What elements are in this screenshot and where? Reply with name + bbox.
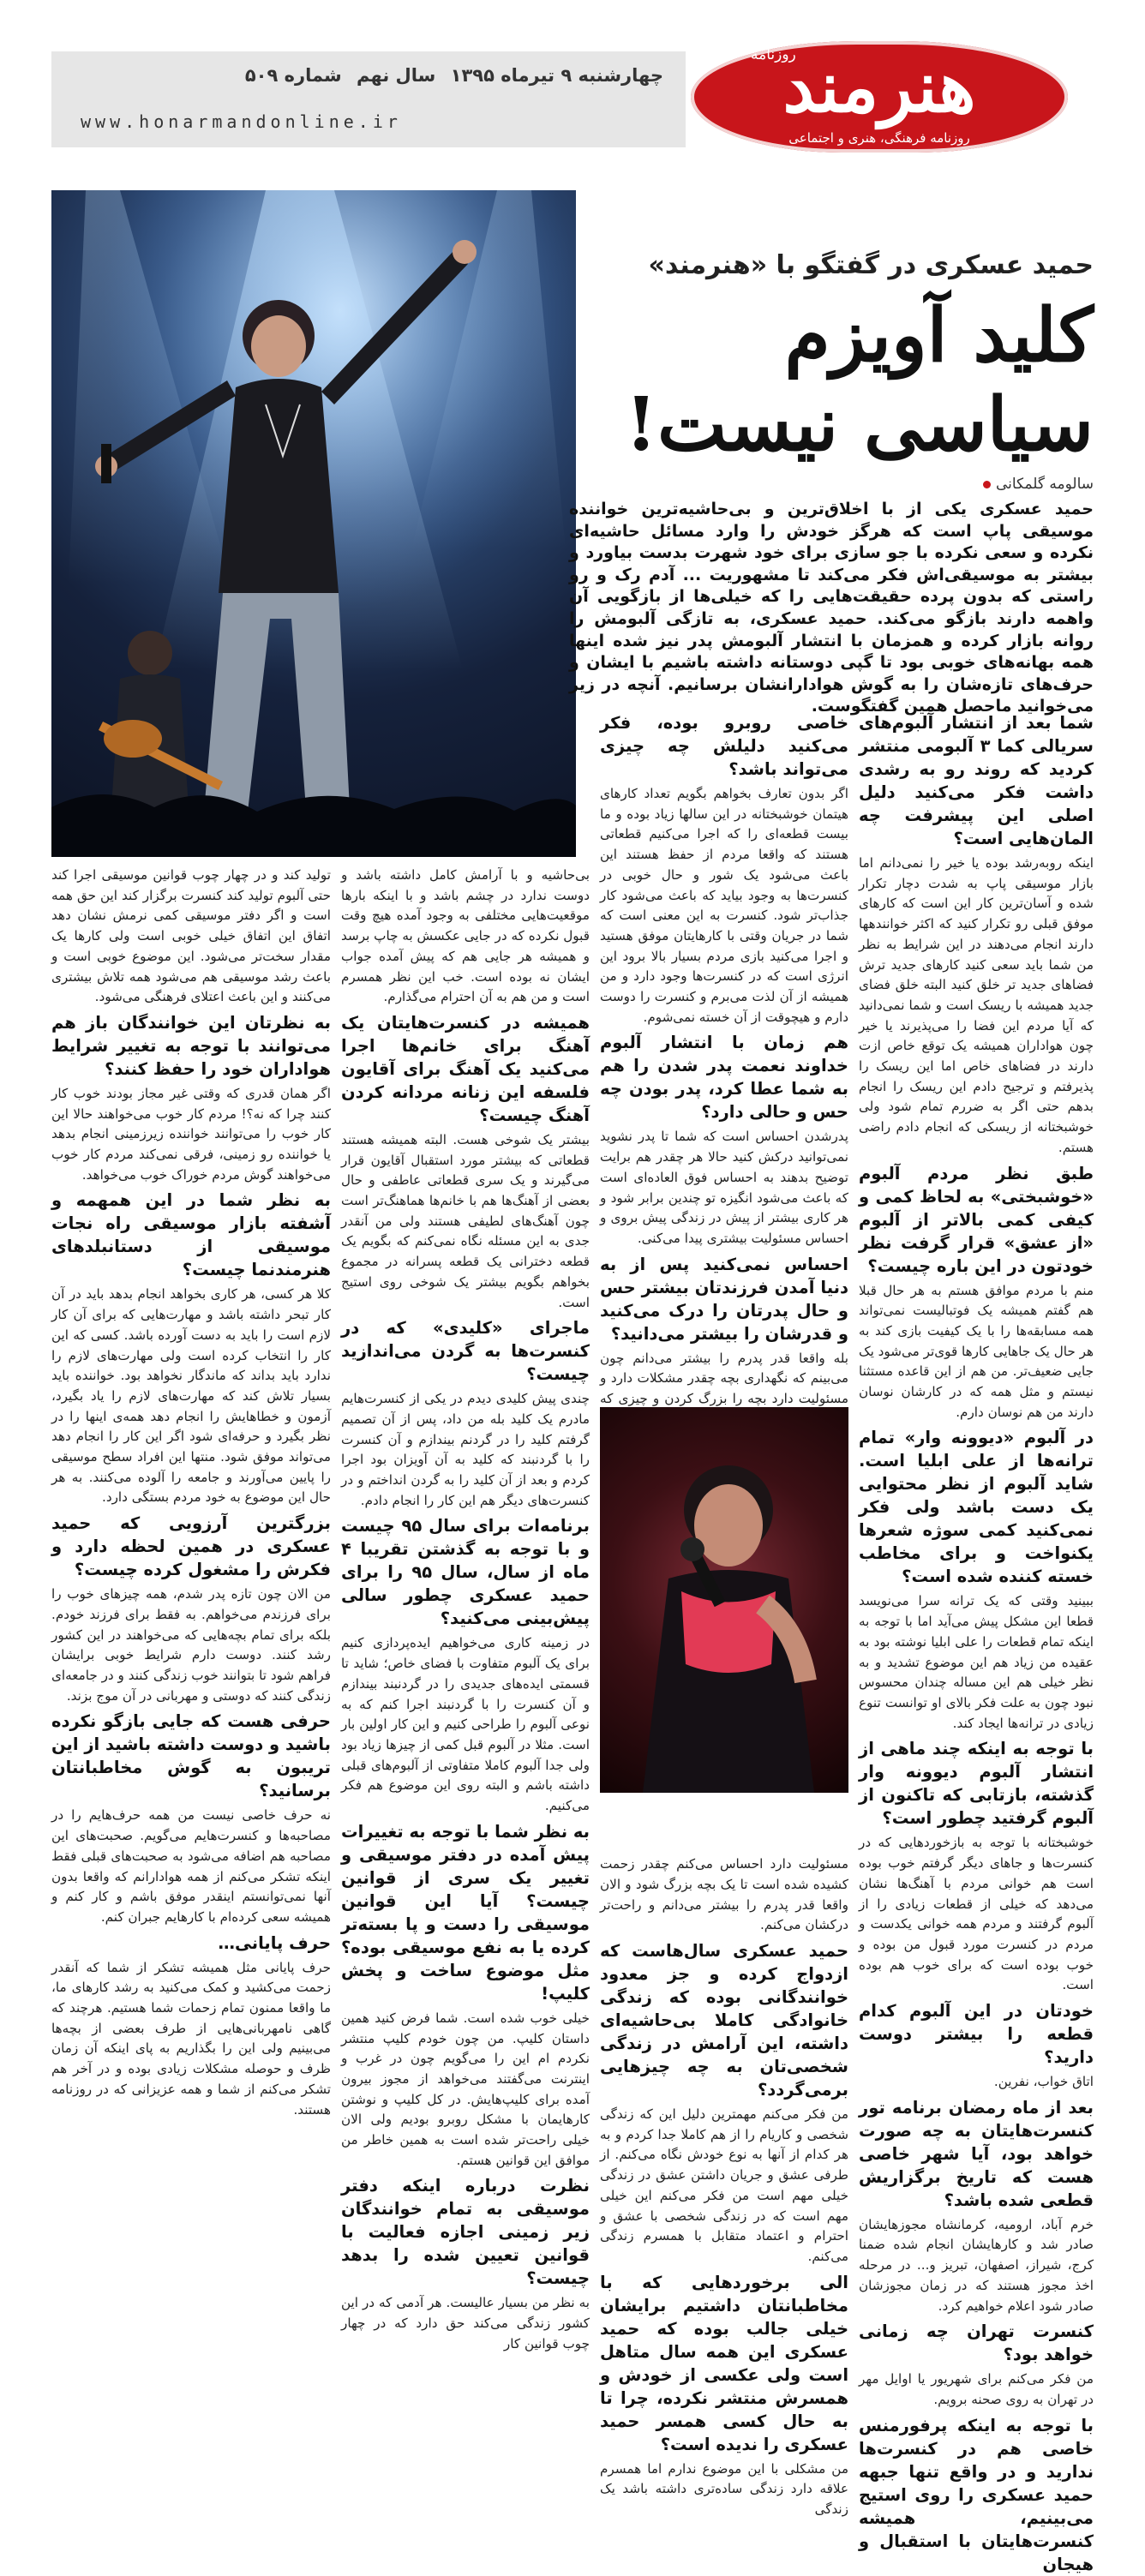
interview-answer: بیشتر یک شوخی هست. البته همیشه هستند قطعاتی که بیشتر مورد استقبال آقایون قرار می‌گیرند و یک سری قطعاتی عاطفی و حال بعضی از آهنگ‌ها هم با خانم‌ها هماهنگ‌تر است چون آهنگ‌های لطیفی هستند ولی من آنقدر جدی به این مسئله نگاه نمی‌کنم که بگویم یک قطعه دخترانی یک قطعه پسرانه در مجموع بخواهم بگویم بیشتر یک شوخی روی استیج است. — [341, 1131, 590, 1310]
interview-answer: اتاق خواب، نفرین. — [993, 2074, 1094, 2090]
interview-question: ماجرای «کلیدی» که در کنسرت‌ها به گردن می‌اندازید چیست؟ — [341, 1318, 590, 1385]
interview-question: به نظرتان این خوانندگان باز هم می‌توانند با توجه به تغییر شرایط هواداران خود را حفظ کنند؟ — [51, 1012, 331, 1079]
interview-question: طبق نظر مردم آلبوم «خوشبختی» به لحاظ کمی و کیفی کمی بالاتر از آلبوم «از عشق» قرار گرفت نظر خودتون در این باره چیست؟ — [859, 1163, 1094, 1276]
article-byline: سالومه گلمکانی — [983, 476, 1094, 493]
body-column-1 — [859, 708, 1094, 2574]
interview-question: هم زمان با انتشار آلبوم خداوند نعمت پدر شدن را هم به شما عطا کرد، پدر بودن چه حس و حالی دارد؟ — [600, 1033, 848, 1123]
interview-question: حمید عسکری سال‌هاست که ازدواج کرده و جز معدود خوانندگانی بوده که زندگی خانوادگی کاملا بی‌حاشیه‌ای داشته، این آرامش در زندگی شخصی‌تان به چه چیزهایی برمی‌گردد؟ — [600, 1940, 848, 2100]
interview-answer: ببینید وقتی که یک ترانه سرا می‌نویسد قطعا این مشکل پیش می‌آید اما با توجه به اینکه تمام قطعات را علی ابلیا نوشته بود به عقیده من زیاد هم این موضوع تشدید و به نظر خیلی هم این مساله چندان محسوس نبود چون به علت فکر بالای او توانست تنوع زیادی در ترانه‌ها ایجاد کند. — [859, 1593, 1094, 1731]
interview-question: بزرگترین آرزویی که حمید عسکری در همین لحظه دارد و فکرش را مشغول کرده چیست؟ — [51, 1513, 331, 1580]
interview-answer: اگر همان قدری که وقتی غیر مجاز بودند خوب کار کنند چرا که نه؟! مردم کار خوب می‌خواهند حالا این کار خوب را می‌توانند خواننده زیرزمینی انجام بدهد یا خواننده رو زمینی، فرقی نمی‌کند مردم کار خوب می‌خواهند گوش مردم خوراک خوب می‌خواهد. — [51, 1085, 331, 1183]
interview-answer: پدرشدن احساس است که شما تا پدر نشوید نمی‌توانید درکش کنید حالا هر چقدر هم برایت توضیح بدهند به احساس فوق العاده‌ای است که باعث می‌شود انگیزه تو چندین برابر شود و هر کاری بیشتر از پیش در زندگی پیش بروی و احساس مسئولیت بیشتری پیدا می‌کنی. — [600, 1129, 848, 1246]
interview-answer: کلا هر کسی، هر کاری بخواهد انجام بدهد باید در آن کار تبحر داشته باشد و مهارت‌هایی که برای آن کار لازم است را باید به دست آورده باشد. کسی که این کار را انتخاب کرده است ولی مهارت‌های لازم را ندارد باید بداند که ماندگار نخواهد بود. خواننده باید بسیار تلاش کند که مهارت‌های لازم را یاد بگیرد، آزمون و خطاهایش را انجام دهد همه‌ی اینها را در نظر بگیرد و حرفه‌ای شود اگر این کار را انجام دهد می‌تواند موفق شود. منتها این افراد سطح موسیقی را پایین می‌آورند و جامعه را آلوده می‌کنند. به هر حال این موضوع به خود مردم بستگی دارد. — [51, 1286, 331, 1506]
interview-question: حرف پایانی… — [218, 1932, 331, 1953]
interview-answer: من فکر می‌کنم برای شهریور یا اوایل مهر در تهران به روی صحنه برویم. — [859, 2371, 1094, 2407]
newspaper-logo — [691, 41, 1068, 153]
interview-answer: من الان چون تازه پدر شدم، همه چیزهای خوب را برای فرزندم می‌خواهم. به فقط برای فرزند خودم. بلکه برای تمام بچه‌هایی که می‌خواهند در این کشور رشد کنند. دوست دارم شرایط خوبی برایشان فراهم شود تا بتوانند خوب زندگی کنند و در جامعه‌ای زندگی کنند که دوستی و مهربانی در آن موج بزند. — [51, 1586, 331, 1704]
interview-question: برنامه‌ات برای سال ۹۵ چیست و با توجه به گذشتن تقریبا ۴ ماه از سال، سال ۹۵ را برای حمید عسکری چطور سالی پیش‌بینی می‌کنید؟ — [341, 1516, 590, 1629]
website-url[interactable]: www.honarmandonline.ir — [81, 111, 402, 132]
interview-answer: من مشکلی با این موضوع ندارم اما همسرم علاقه دارد زندگی ساده‌تری داشته باشد یک زندگی — [600, 2460, 848, 2518]
headline-line-2: سیاسی نیست! — [625, 381, 1094, 468]
interview-answer: بله واقعا قدر پدرم را بیشتر می‌دانم چون می‌بینم که نگهداری بچه چقدر مشکلات دارد و مسئولیت دارد بچه را بزرگ کردن و چیزی که — [600, 1350, 848, 1407]
interview-answer: خوشبختانه با توجه به بازخوردهایی که در کنسرت‌ها و جاهای دیگر گرفتم خوب بوده است هم خوانی مردم با آهنگ‌ها نشان می‌دهد که خیلی از قطعات زیادی را از آلبوم گرفتند و مردم همه خوانی یکدست و مردم در کنسرت مورد قبول من بوده و خوب بوده است که برای خوب هم بوده است. — [859, 1835, 1094, 1993]
article-kicker: حمید عسکری در گفتگو با «هنرمند» — [648, 250, 1094, 280]
interview-answer: حرف پایانی مثل همیشه تشکر از شما که آنقدر زحمت می‌کشید و کمک می‌کنید به رشد کارهای ما، ما واقعا ممنون تمام زحمات شما هستیم. هرچند که گاهی نامهربانی‌هایی از طرف بعضی از بچه‌ها می‌بینیم ولی این را بگذاریم به پای اینکه آن زمان ظرف و حوصله مشکلات زیادی بوده و در آخر هم تشکر می‌کنم از شما و همه عزیزانی که در روزنامه هستند. — [51, 1959, 331, 2118]
interview-answer: من فکر می‌کنم مهمترین دلیل این که زندگی شخصی و کاریام را از هم کاملا جدا کردم و به هر کدام از آنها به نوع خودش نگاه می‌کنم. از طرفی عشق و جریان داشتن عشق در زندگی خیلی مهم است من فکر می‌کنم این خیلی مهم است که در زندگی شخصی با عشق و احترام و اعتماد متقابل با همسرم زندگی می‌کنم. — [600, 2106, 848, 2264]
interview-question: با توجه به اینکه پرفورمنس خاصی هم در کنسرت‌ها ندارید و در واقع تنها جبهه حمید عسکری را روی استیج می‌بینیم، همیشه کنسرت‌هایتان با استقبال و هیجان — [859, 2415, 1094, 2574]
interview-question: همیشه در کنسرت‌هایتان یک آهنگ برای خانم‌ها اجرا می‌کنید یک آهنگ برای آقایون فلسفه این زنانه مردانه کردن آهنگ چیست؟ — [341, 1012, 590, 1125]
concert-photo — [51, 190, 576, 857]
logo-wordmark: هنرمند — [782, 46, 976, 129]
interview-answer: خرم آباد، ارومیه، کرمانشاه مجوزهایشان صادر شد و کارهایشان انجام شده ضمنا کرج، شیراز، اصفهان، تبریز و... در مرحله اخذ مجوز هستند که در زمان مجوزشان صادر شود اعلام خواهیم کرد. — [859, 2216, 1094, 2314]
logo-small-word: روزنامه — [751, 46, 796, 63]
issue-number: شماره ۵۰۹ — [244, 65, 342, 86]
interview-question: خاصی روبرو بوده، فکر می‌کنید دلیلش چه چیزی می‌تواند باشد؟ — [600, 713, 848, 779]
interview-question: نظرت درباره اینکه دفتر موسیقی به تمام خوانندگان زیر زمینی اجازه فعالیت با قوانین تعیین شده را بدهد چیست؟ — [341, 2176, 590, 2289]
singer-portrait-illustration — [600, 1407, 848, 1793]
singer-portrait-photo — [600, 1407, 848, 1793]
interview-answer: به نظر من بسیار عالیست. هر آدمی که در این کشور زندگی می‌کند حق دارد که در چهار چوب قوانین کار — [341, 2295, 590, 2351]
interview-question: بعد از ماه رمضان برنامه تور کنسرت‌هایتان به چه صورت خواهد بود، آیا شهر خاصی هست که تاریخ برگزاریش قطعی شده باشد؟ — [859, 2097, 1094, 2210]
interview-question: به نظر شما در این همهمه و آشفته بازار موسیقی راه نجات موسیقی از دستانبلدهای هنرمندنما چیست؟ — [51, 1190, 331, 1280]
interview-question: الی برخوردهایی که با مخاطبانتان داشتیم برایشان خیلی جالب بوده که حمید عسکری این همه سال متاهل است ولی عکسی از خودش و همسرش منتشر نکرده، چرا تا به حال کسی همسر حمید عسکری را ندیده است؟ — [600, 2272, 848, 2454]
issue-year: سال نهم — [357, 65, 436, 86]
interview-answer: خیلی خوب شده است. شما فرض کنید همین داستان کلیپ. من چون خودم کلیپ منتشر نکردم ام این را می‌گویم چون در غرب و اینترنت می‌گفتند می‌خواهد از مجوز بیرون آمده برای کلیپ‌هایش. در کل کلیپ و نوشتن کارهایمان با مشکل روبرو بودیم ولی الان خیلی راحت‌تر شده است به همین خاطر من موافق این قوانین هستم. — [341, 2010, 590, 2168]
article-headline — [579, 291, 1094, 470]
interview-question: شما بعد از انتشار آلبوم‌های سریالی کما ۳ آلبومی منتشر کردید که روند رو به رشدی داشت فکر می‌کنید دلیل اصلی این پیشرفت چه المان‌هایی است؟ — [859, 713, 1094, 848]
interview-question: به نظر شما با توجه به تغییرات پیش آمده در دفتر موسیقی و تغییر یک سری از قوانین چیست؟ آیا این قوانین موسیقی را دست و پا بسته‌تر کرده یا به نفع موسیقی بوده؟ مثل موضوع ساخت و پخش کلیپ! — [341, 1821, 590, 2004]
interview-answer: چندی پیش کلیدی دیدم در یکی از کنسرت‌هایم مادرم یک کلید بله من داد، پس از آن تصمیم گرفتم کلید را در گردنم بیندازم و آن کنسرت را با گردنبند که کلید به آن آویزان بود اجرا کردم و بعد از آن کلید را به گردن انداختم و در کنسرت‌های دیگر هم این کار را انجام دادم. — [341, 1391, 590, 1508]
interview-answer: تولید کند و در چهار چوب قوانین موسیقی اجرا کند حتی آلبوم تولید کند کنسرت برگزار کند این حق همه است و اگر دفتر موسیقی کمی نرمش نشان دهد اتفاق این اتفاق خیلی خوبی است ولی کارها یک مقدار سخت‌تر می‌شود. این موضوع خوبی است و باعث رشد موسیقی هم می‌شود همه تلاش بیشتری می‌کنند و این باعث اعتلای فرهنگی می‌شود. — [51, 867, 331, 1005]
interview-question: کنسرت تهران چه زمانی خواهد بود؟ — [859, 2321, 1094, 2365]
interview-answer: در زمینه کاری می‌خواهیم ایده‌پردازی کنیم برای یک آلبوم متفاوت با فضای خاص؛ شاید تا قسمتی ایده‌های جدیدی را در گردنبند بیندازم و آن کنسرت را با گردنبند اجرا کنم که به نوعی آلبوم را طراحی کنیم و این کار اولین بار است. مثلا در آلبوم قبل کمی از چیزها زیاد بود ولی جدا آلبوم کاملا متفاوتی از آلبوم‌های قبلی داشته باشم و البته روی این موضوع هم فکر می‌کنیم. — [341, 1635, 590, 1814]
interview-answer: اینکه روبه‌رشد بوده یا خیر را نمی‌دانم اما بازار موسیقی پاپ به شدت دچار تکرار شده و آسان‌ترین کار این است که کارهای موفق قبلی رو تکرار کنید که اکثر خوانندهها دارند انجام می‌دهند در این شرایط به نظر من شما باید سعی کنید کارهای جدید ترش فضاهای جدید تر خلق کنید البته خلق فضای جدید همیشه با ریسک است و شما نمی‌دانید که آیا مردم این فضا را می‌پذیرند یا خیر چون هواداران همیشه یک توقع خاص ازت دارند در فضاهای خاص اما این ریسک را پذیرفتم و ترجیح دادم این ریسک را انجام بدهم حتی اگر به ضررم تمام شود ولی خوشبختانه از ریسکی که انجام دادم راضی هستم. — [859, 855, 1094, 1155]
concert-photo-illustration — [51, 190, 576, 857]
article-lead: حمید عسکری یکی از با اخلاق‌ترین و بی‌حاشیه‌ترین خواننده موسیقی پاپ است که هرگز خودش را وارد مسائل حاشیه‌ای نکرده و سعی نکرده با جو سازی برای خود شهرت بدست بیاورد و بیشتر به موسیقی‌اش فکر می‌کند تا مشهوریت ... آدم رک و رو راستی که بدون پرده حقیقت‌هایی را که خیلی‌ها از بازگویی آن واهمه دارند بازگو می‌کند. حمید عسکری، به تازگی آلبومش را روانه بازار کرده و همزمان با انتشار آلبومش پدر نیز شده اینها همه بهانه‌های خوبی بود تا گپی دوستانه داشته باشیم با ایشان و حرف‌های تازه‌شان را به گوش هوادارانشان برسانیم. آنچه در زیر می‌خوانید ماحصل همین گفتگوست. — [569, 500, 1094, 716]
interview-answer: اگر بدون تعارف بخواهم بگویم تعداد کارهای هیتمان خوشبختانه در این سالها زیاد بوده و ما بیست قطعه‌ای را که اجرا می‌کنیم قطعاتی هستند که واقعا مردم از حفظ هستند این باعث می‌شود یک شور و حال خوبی در کنسرت‌ها به وجود بیاید که باعث می‌شود کار جذاب‌تر شود. کنسرت به این معنی است که شما در جریان وقتی با کارهایتان موفق هستید و اجرا می‌کنید بازی مردم بسیار بالا برود این انرژی است که در کنسرت‌ها وجود دارد و من همیشه از آن لذت می‌برم و کنسرت را دوست دارم و هیچوقت از آن خسته نمی‌شوم. — [600, 786, 848, 1025]
interview-question: با توجه به اینکه چند ماهی از انتشار آلبوم دیوونه وار گذشته، بازتابی که تاکنون از آلبوم گرفتید چطور است؟ — [859, 1739, 1094, 1829]
masthead-bar — [51, 51, 686, 147]
interview-answer: بی‌حاشیه و با آرامش کامل داشته باشد و دوست ندارد در چشم باشد و با اینکه بارها موقعیت‌هایی مختلفی به وجود آمده هیچ وقت قبول نکرده که در جایی عکسش به چاپ برسد و همیشه هر جایی هم که پیش آمده جواب ایشان نه بوده است. خب این نظر همسرم است و من هم به آن احترام می‌گذارم. — [341, 867, 590, 1005]
headline-line-1: کلید آویزم — [784, 292, 1094, 379]
interview-question: حرفی هست که جایی بازگو نکرده باشید و دوست داشته باشید از این تریبون به گوش مخاطبانتان برسانید؟ — [51, 1711, 331, 1801]
interview-answer: نه حرف خاصی نیست من همه حرف‌هایم را در مصاحبه‌ها و کنسرت‌هایم می‌گویم. صحبت‌های این مصاحبه هم اضافه می‌شود به صحبت‌های قبلی فقط اینکه تشکر می‌کنم از همه هوادارانم که واقعا بدون آنها نمی‌توانستم اینقدر موفق باشم و کار کنم و همیشه سعی کرده‌ام با کارهایم جبران کنم. — [51, 1807, 331, 1925]
body-column-3 — [341, 866, 590, 2370]
interview-question: در آلبوم «دیوونه وار» تمام ترانه‌ها از علی ابلیا است. شاید آلبوم از نظر محتوایی یک دست باشد ولی فکر نمی‌کنید کمی سوژه شعرها یکنواخت و برای مخاطب خسته کننده شده است؟ — [859, 1428, 1094, 1587]
issue-info — [237, 65, 663, 86]
body-column-4 — [51, 866, 331, 2370]
issue-date: چهارشنبه ۹ تیرماه ۱۳۹۵ — [450, 65, 663, 86]
interview-question: احساس نمی‌کنید پس از به دنیا آمدن فرزندتان بیشتر حس و حال پدرتان را درک می‌کنید و قدرشان را بیشتر می‌دانید؟ — [600, 1254, 848, 1344]
interview-answer: مسئولیت دارد احساس می‌کنم چقدر زحمت کشیده شده است تا یک بچه بزرگ شود و الان واقعا قدر پدرم را بیشتر می‌دانم و راحت‌تر درکشان می‌کنم. — [600, 1856, 848, 1933]
logo-tagline: روزنامه فرهنگی، هنری و اجتماعی — [788, 130, 970, 146]
interview-question: خودتان در این آلبوم کدام قطعه را بیشتر دوست دارید؟ — [859, 2001, 1094, 2068]
interview-answer: منم با مردم موافق هستم به هر حال قبلا هم گفتم همیشه یک فوتبالیست نمی‌تواند همه مسابقه‌ها را با یک کیفیت بازی کند به هر حال یک جاهایی کارها قوی‌تر می‌شود یک جایی ضعیف‌تر. من هم از این قاعده مستثنا نیستم و مثل همه که در کارشان نوسان دارند من هم نوسان دارم. — [859, 1282, 1094, 1420]
